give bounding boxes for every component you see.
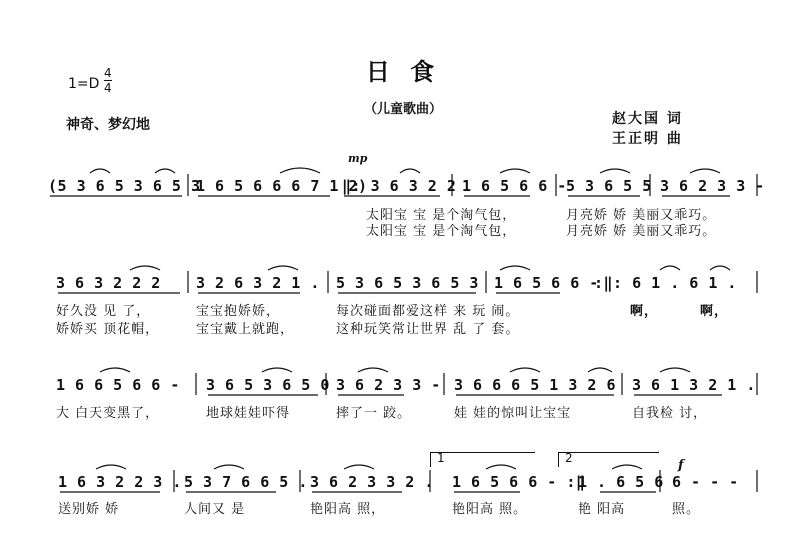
notes-line1-m3: ‖: 3 6 3 2 2 — [342, 177, 457, 195]
time-denominator: 4 — [104, 81, 112, 95]
notes-line3-m4: 3 6 6 6 5 1 3 2 6 — [454, 376, 617, 394]
lyric-line2-a1: 好久没 见 了， — [56, 304, 151, 319]
notes-line1-m6: 3 6 2 3 3 - — [660, 177, 765, 195]
dynamic-mp: mp — [348, 152, 368, 165]
lyric-line2-a5: 啊， — [700, 304, 729, 319]
notes-line2-m2: 3 2 6 3 2 1 . — [196, 274, 320, 292]
notes-line3-m3: 3 6 2 3 3 - — [336, 376, 441, 394]
song-subtitle: （儿童歌曲） — [363, 102, 442, 117]
notes-line4-m5: 1 . 6 5 6 — [578, 473, 664, 491]
notes-line3-m2: 3 6 5 3 6 5 0 — [206, 376, 330, 394]
lyric-line4-6: 照。 — [672, 502, 701, 517]
notes-line1-m2: 1 6 5 6 6 6 7 1 2) — [196, 177, 368, 195]
lyric-line3-2: 地球娃娃吓得 — [206, 406, 291, 421]
key-signature: 1=D — [68, 76, 100, 92]
notes-line2-m3: 5 3 6 5 3 6 5 3 — [336, 274, 479, 292]
lyric-line2-a4: 啊， — [630, 304, 659, 319]
volta-number-2: 2 — [565, 451, 573, 465]
notes-line1-m1: (5 3 6 5 3 6 5 3 — [48, 177, 201, 195]
notes-line2-m5: :‖: 6 1 . 6 1 . — [594, 274, 737, 292]
notes-line4-m3: 3 6 2 3 3 2 . — [310, 473, 434, 491]
notes-line4-m6: 6 - - - — [672, 473, 739, 491]
lyricist-credit: 赵大国 词 — [612, 111, 683, 127]
lyric-line3-3: 摔了一 跤。 — [336, 406, 412, 421]
lyric-line4-3: 艳阳高 照， — [310, 502, 386, 517]
notes-line2-m1: 3 6 3 2 2 2 — [56, 274, 161, 292]
notes-line4-m1: 1 6 3 2 2 3 . — [58, 473, 182, 491]
lyric-line1-a2: 月亮娇 娇 美丽又乖巧。 — [566, 208, 717, 223]
lyric-line3-5: 自我检 讨， — [632, 406, 708, 421]
lyric-line4-1: 送别娇 娇 — [58, 502, 120, 517]
dynamic-f: f — [678, 458, 684, 473]
time-numerator: 4 — [104, 66, 112, 80]
notes-line3-m1: 1 6 6 5 6 6 - — [56, 376, 180, 394]
tempo-mood: 神奇、梦幻地 — [66, 117, 150, 133]
lyric-line2-b3: 这种玩笑常让世界 乱 了 套。 — [336, 322, 520, 337]
lyric-line2-a2: 宝宝抱娇娇， — [196, 304, 281, 319]
lyric-line1-b2: 月亮娇 娇 美丽又乖巧。 — [566, 224, 717, 239]
notes-line1-m4: 1 6 5 6 6 - — [462, 177, 567, 195]
lyric-line2-a3: 每次碰面都爱这样 来 玩 闹。 — [336, 304, 520, 319]
lyric-line4-4: 艳阳高 照。 — [452, 502, 528, 517]
notes-line4-m2: 5 3 7 6 6 5 . — [184, 473, 308, 491]
notes-line4-m4: 1 6 5 6 6 - :‖ — [452, 473, 586, 491]
notes-line2-m4: 1 6 5 6 6 - — [494, 274, 599, 292]
lyric-line1-a1: 太阳宝 宝 是个淘气包， — [366, 208, 517, 223]
notes-line3-m5: 3 6 1 3 2 1 . — [632, 376, 756, 394]
lyric-line3-4: 娃 娃的惊叫让宝宝 — [454, 406, 572, 421]
lyric-line4-5: 艳 阳高 — [578, 502, 626, 517]
volta-number-1: 1 — [437, 451, 445, 465]
lyric-line3-1: 大 白天变黑了， — [56, 406, 160, 421]
composer-credit: 王正明 曲 — [612, 131, 683, 147]
song-title: 日 食 — [365, 58, 441, 86]
lyric-line4-2: 人间又 是 — [184, 502, 246, 517]
lyric-line1-b1: 太阳宝 宝 是个淘气包， — [366, 224, 517, 239]
lyric-line2-b1: 娇娇买 顶花帽， — [56, 322, 160, 337]
notes-line1-m5: 5 3 6 5 5 — [566, 177, 652, 195]
lyric-line2-b2: 宝宝戴上就跑， — [196, 322, 295, 337]
